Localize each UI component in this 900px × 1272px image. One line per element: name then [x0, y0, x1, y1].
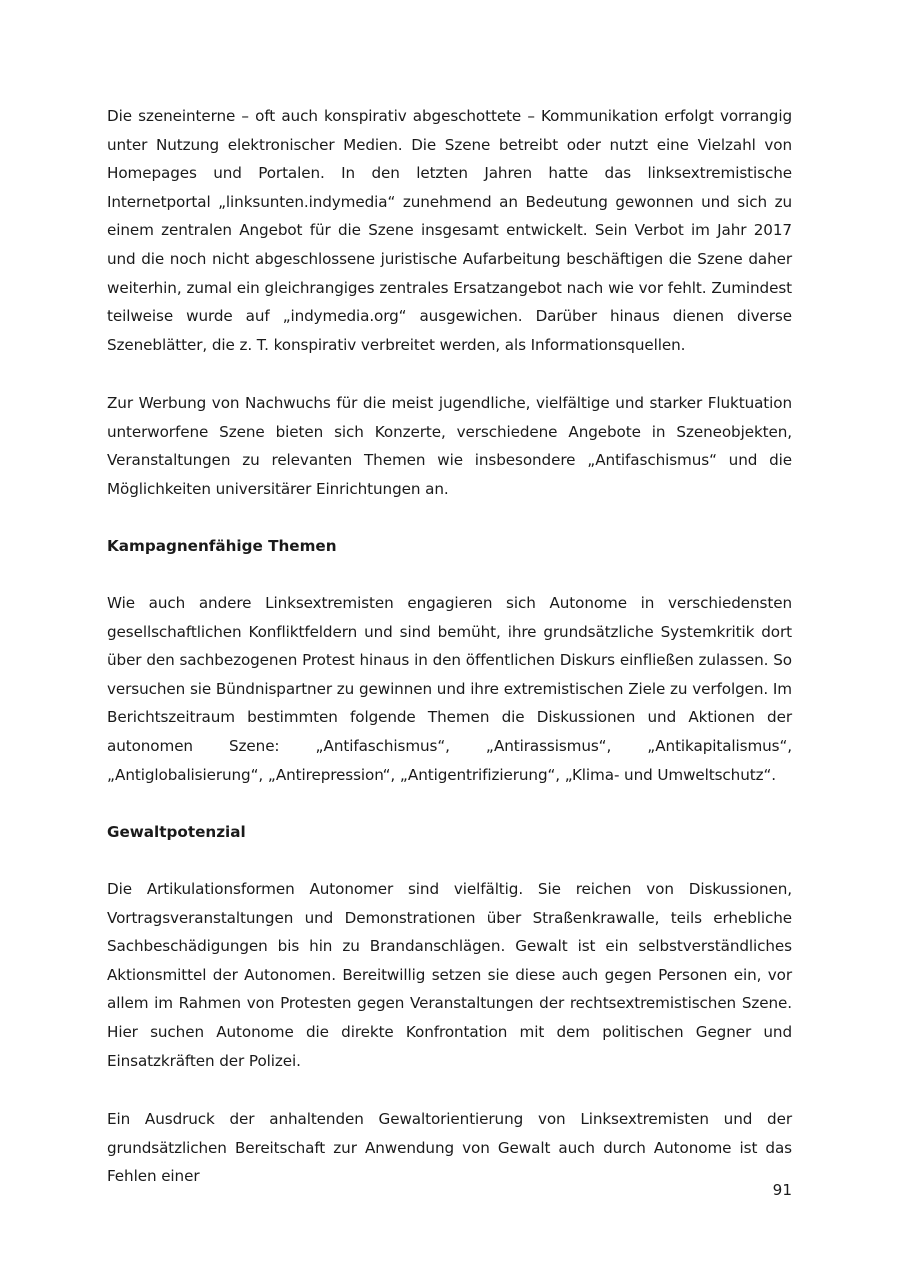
paragraph-recruitment: Zur Werbung von Nachwuchs für die meist jugendliche, vielfältige und starker Fluktuation unterworfene Szene bieten sich Konzerte, verschiedene Angebote in Szeneobjekten, Veranstaltungen zu relevanten Themen wie insbesondere „Antifaschismus“ und die Möglichkeiten universitärer Einrichtungen an. — [107, 394, 792, 498]
paragraph-campaign-topics: Wie auch andere Linksextremisten engagieren sich Autonome in verschiedensten gesellschaftlichen Konfliktfeldern und sind bemüht, ihre grundsätzliche Systemkritik dort über den sachbezogenen Protest hinaus in den öffentlichen Diskurs einfließen zulassen. So versuchen sie Bündnispartner zu gewinnen und ihre extremistischen Ziele zu verfolgen. Im Berichtszeitraum bestimmten folgende Themen die Diskussionen und Aktionen der autonomen Szene: „Antifaschismus“, „Antirassismus“, „Antikapitalismus“, „Antiglobalisierung“, „Antirepression“, „Antigentrifizierung“, „Klima- und Umweltschutz“. — [107, 594, 792, 784]
page-number: 91 — [772, 1181, 792, 1199]
paragraph-violence-orientation: Ein Ausdruck der anhaltenden Gewaltorientierung von Linksextremisten und der grundsätzlichen Bereitschaft zur Anwendung von Gewalt auch durch Autonome ist das Fehlen einer — [107, 1110, 792, 1186]
paragraph-communication: Die szeneinterne – oft auch konspirativ abgeschottete – Kommunikation erfolgt vorrangig unter Nutzung elektronischer Medien. Die Szene betreibt oder nutzt eine Vielzahl von Homepages und Portalen. In den letzten Jahren hatte das linksextremistische Internetportal „linksunten.indymedia“ zunehmend an Bedeutung gewonnen und sich zu einem zentralen Angebot für die Szene insgesamt entwickelt. Sein Verbot im Jahr 2017 und die noch nicht abgeschlossene juristische Aufarbeitung beschäftigen die Szene daher weiterhin, zumal ein gleichrangiges zentrales Ersatzangebot nach wie vor fehlt. Zumindest teilweise wurde auf „indymedia.org“ ausgewichen. Darüber hinaus dienen diverse Szeneblätter, die z. T. konspirativ verbreitet werden, als Informationsquellen. — [107, 107, 792, 354]
heading-campaign-topics: Kampagnenfähige Themen — [107, 537, 337, 555]
heading-violence-potential: Gewaltpotenzial — [107, 823, 246, 841]
paragraph-violence-forms: Die Artikulationsformen Autonomer sind vielfältig. Sie reichen von Diskussionen, Vortragsveranstaltungen und Demonstrationen über Straßenkrawalle, teils erhebliche Sachbeschädigungen bis hin zu Brandanschlägen. Gewalt ist ein selbstverständliches Aktionsmittel der Autonomen. Bereitwillig setzen sie diese auch gegen Personen ein, vor allem im Rahmen von Protesten gegen Veranstaltungen der rechtsextremistischen Szene. Hier suchen Autonome die direkte Konfrontation mit dem politischen Gegner und Einsatzkräften der Polizei. — [107, 880, 792, 1070]
